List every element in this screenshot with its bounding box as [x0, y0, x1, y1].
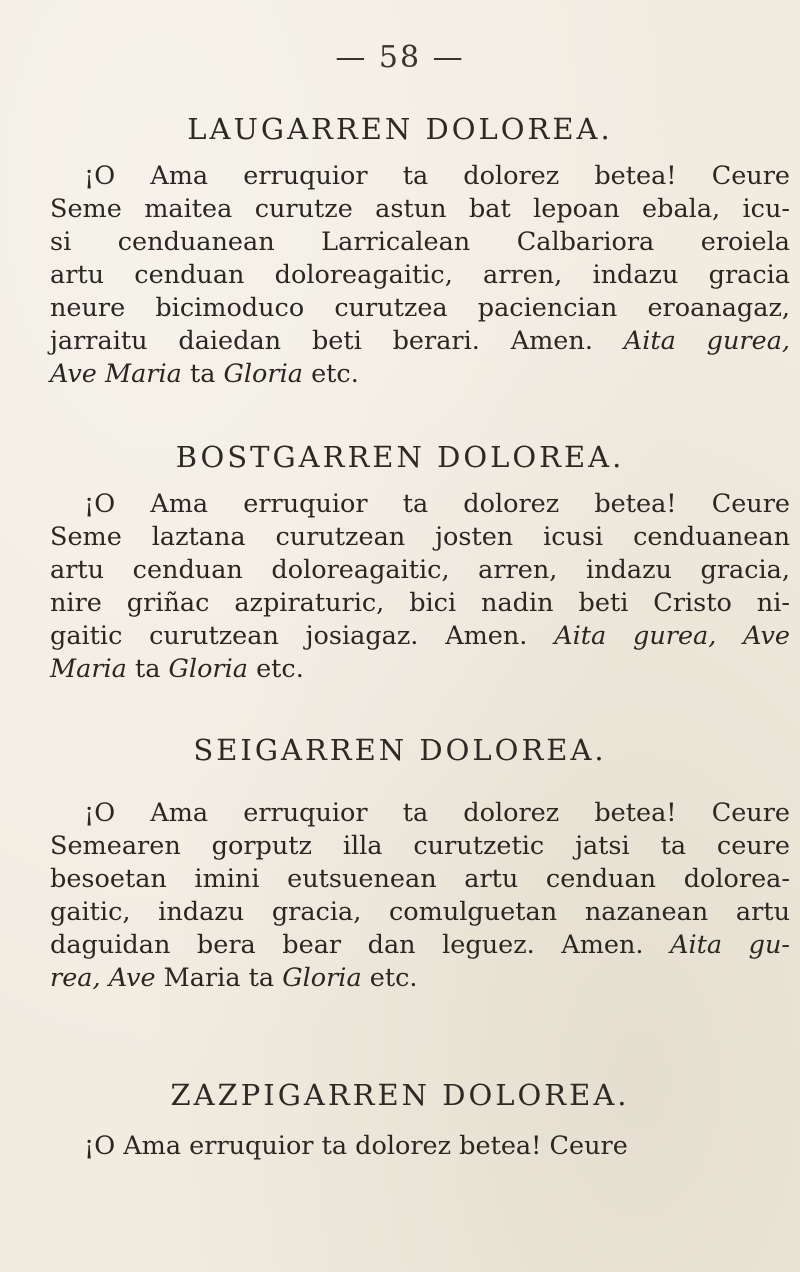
italic-run: Aita gurea, [623, 326, 791, 356]
text-line [50, 962, 790, 995]
text-line [50, 620, 790, 653]
text-run: gaitic, indazu gracia, comulguetan nazanean artu [50, 897, 790, 927]
text-run: Seme maitea curutze astun bat lepoan ebala, icu- [50, 194, 790, 224]
italic-run: Gloria [282, 963, 362, 993]
italic-run: rea, Ave [50, 963, 156, 993]
text-run: etc. [361, 963, 418, 993]
text-run: ta [181, 359, 224, 389]
text-run: ¡O Ama erruquior ta dolorez betea! Ceure [84, 489, 790, 519]
text-line [50, 896, 790, 929]
italic-run: Gloria [168, 654, 248, 684]
text-line [50, 226, 790, 259]
text-line [50, 358, 790, 391]
section-body-5 [50, 488, 790, 686]
text-run: si cenduanean Larricalean Calbariora eroiela [50, 227, 790, 257]
text-line [50, 929, 790, 962]
section-body-7 [50, 1130, 790, 1163]
section-body-6 [50, 797, 790, 995]
text-line [50, 1130, 790, 1163]
text-run: gaitic curutzean josiagaz. Amen. [50, 621, 555, 651]
text-run: ta [126, 654, 169, 684]
text-line [50, 325, 790, 358]
text-run: Maria ta [155, 963, 283, 993]
text-run: etc. [302, 359, 359, 389]
text-line [50, 292, 790, 325]
text-run: Semearen gorputz illa curutzetic jatsi ta ceure [50, 831, 790, 861]
italic-run: Ave Maria [50, 359, 182, 389]
text-run: ¡O Ama erruquior ta dolorez betea! Ceure [84, 798, 790, 828]
text-run: etc. [247, 654, 304, 684]
text-line [50, 863, 790, 896]
text-line [50, 488, 790, 521]
text-run: besoetan imini eutsuenean artu cenduan dolorea- [50, 864, 790, 894]
page-number: — 58 — [335, 40, 465, 75]
text-line [50, 193, 790, 226]
section-heading-4: LAUGARREN DOLOREA. [187, 112, 613, 146]
section-heading-7: ZAZPIGARREN DOLOREA. [170, 1078, 630, 1112]
text-run: ¡O Ama erruquior ta dolorez betea! Ceure [84, 161, 790, 191]
section-heading-6: SEIGARREN DOLOREA. [193, 733, 607, 767]
italic-run: Maria [50, 654, 127, 684]
italic-run: Gloria [223, 359, 303, 389]
text-run: Seme laztana curutzean josten icusi cenduanean [50, 522, 790, 552]
text-line [50, 521, 790, 554]
text-run: artu cenduan doloreagaitic, arren, indazu gracia [50, 260, 790, 290]
italic-run: Aita gurea, Ave [554, 621, 790, 651]
text-line [50, 554, 790, 587]
text-line [50, 797, 790, 830]
text-run: artu cenduan doloreagaitic, arren, indazu gracia, [50, 555, 790, 585]
section-heading-5: BOSTGARREN DOLOREA. [175, 440, 625, 474]
text-run: nire griñac azpiraturic, bici nadin beti Cristo ni- [50, 588, 790, 618]
text-line [50, 653, 790, 686]
text-line [50, 160, 790, 193]
italic-run: Aita gu- [670, 930, 790, 960]
text-run: daguidan bera bear dan leguez. Amen. [50, 930, 671, 960]
text-line [50, 830, 790, 863]
text-line [50, 587, 790, 620]
text-run: neure bicimoduco curutzea paciencian eroanagaz, [50, 293, 790, 323]
text-run: ¡O Ama erruquior ta dolorez betea! Ceure [84, 1131, 628, 1161]
section-body-4 [50, 160, 790, 391]
text-run: jarraitu daiedan beti berari. Amen. [50, 326, 624, 356]
text-line [50, 259, 790, 292]
